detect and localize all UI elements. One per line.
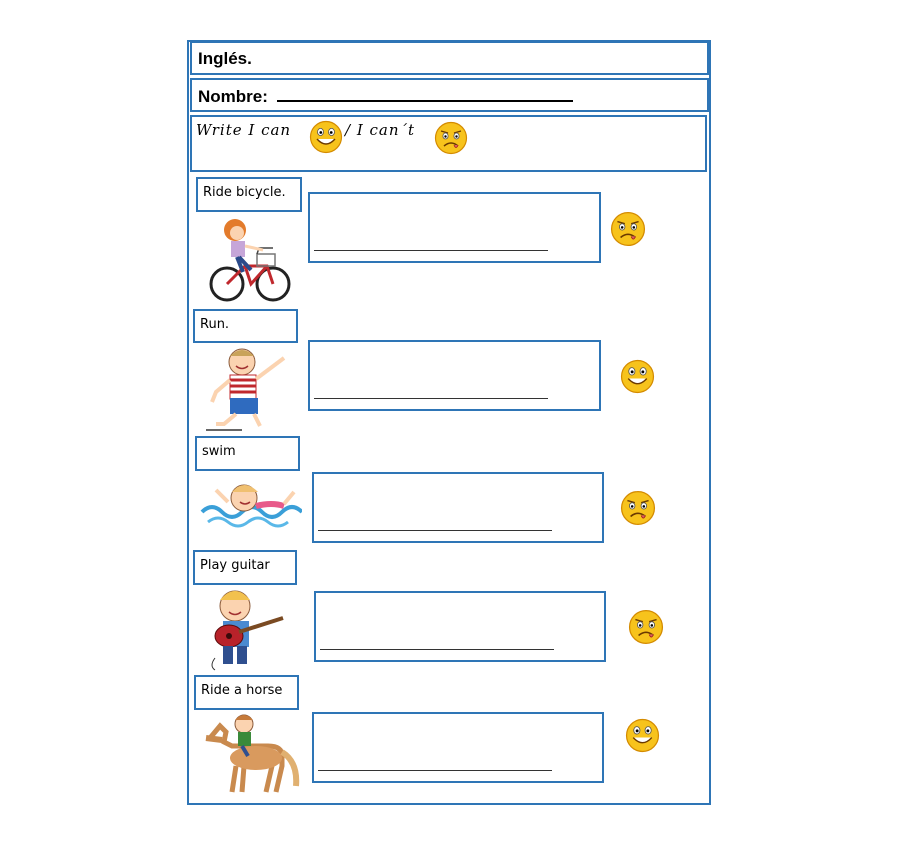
answer-box-run[interactable] bbox=[308, 340, 601, 411]
answer-box-play-guitar[interactable] bbox=[314, 591, 606, 662]
happy-face-icon bbox=[620, 359, 655, 394]
activity-label-run: Run. bbox=[193, 309, 298, 343]
activity-label-ride-a-horse: Ride a horse bbox=[194, 675, 299, 710]
instruction-box bbox=[190, 115, 707, 172]
happy-face-icon bbox=[309, 120, 343, 154]
sad-face-icon bbox=[620, 490, 656, 526]
activity-label-ride-bicycle: Ride bicycle. bbox=[196, 177, 302, 212]
activity-label-swim: swim bbox=[195, 436, 300, 471]
answer-line bbox=[318, 770, 552, 771]
name-field[interactable] bbox=[277, 86, 573, 102]
subject-label: Inglés. bbox=[198, 49, 252, 68]
instruction-text-can: Write I can bbox=[196, 121, 292, 139]
answer-line bbox=[318, 530, 552, 531]
name-label: Nombre: bbox=[198, 87, 268, 106]
answer-line bbox=[314, 250, 548, 251]
instruction-text-cant: / I can´t bbox=[345, 121, 416, 139]
answer-line bbox=[314, 398, 548, 399]
child-riding-horse-image bbox=[196, 712, 302, 794]
sad-face-icon bbox=[434, 121, 468, 155]
child-playing-guitar-image bbox=[205, 586, 289, 672]
sad-face-icon bbox=[628, 609, 664, 645]
child-riding-bicycle-image bbox=[205, 214, 293, 304]
subject-header bbox=[190, 41, 709, 75]
answer-box-ride-bicycle[interactable] bbox=[308, 192, 601, 263]
child-running-image bbox=[200, 346, 292, 432]
answer-line bbox=[320, 649, 554, 650]
answer-box-ride-a-horse[interactable] bbox=[312, 712, 604, 783]
activity-label-play-guitar: Play guitar bbox=[193, 550, 297, 585]
sad-face-icon bbox=[610, 211, 646, 247]
name-row bbox=[190, 78, 709, 112]
happy-face-icon bbox=[625, 718, 660, 753]
child-swimming-image bbox=[198, 478, 302, 530]
answer-box-swim[interactable] bbox=[312, 472, 604, 543]
